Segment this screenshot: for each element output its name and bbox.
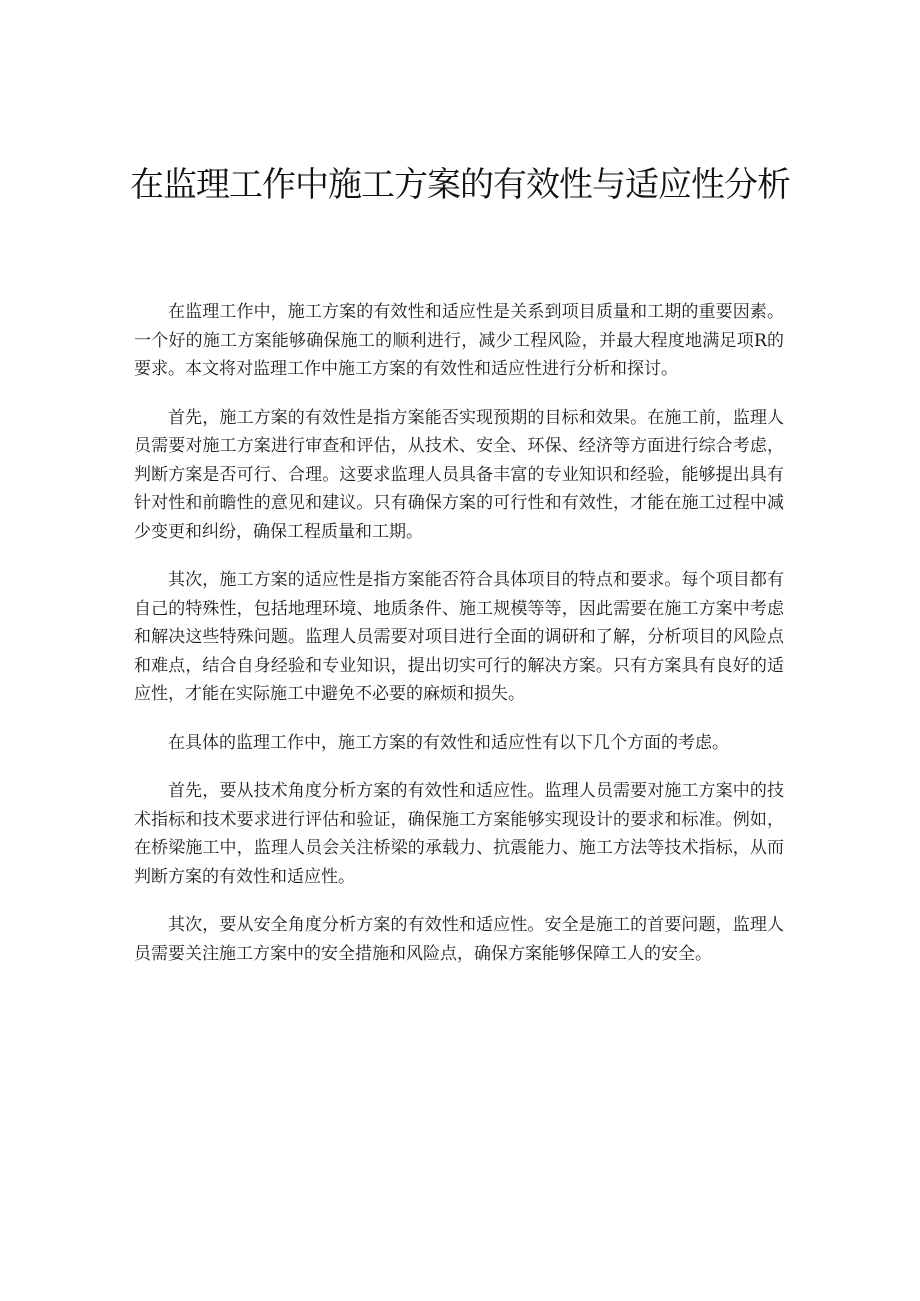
paragraph-intro: 在监理工作中，施工方案的有效性和适应性是关系到项目质量和工期的重要因素。一个好的施工方案能够确保施工的顺利进行，减少工程风险，并最大程度地满足项R的要求。本文将对监理工作中施工方案的有效性和适应性进行分析和探讨。 (134, 302, 784, 379)
paragraph-effectiveness: 首先，施工方案的有效性是指方案能否实现预期的目标和效果。在施工前，监理人员需要对施工方案进行审查和评估，从技术、安全、环保、经济等方面进行综合考虑，判断方案是否可行、合理。这要求监理人员具备丰富的专业知识和经验，能够提出具有针对性和前瞻性的意见和建议。只有确保方案的可行性和有效性，才能在施工过程中减少变更和纠纷，确保工程质量和工期。 (134, 407, 784, 542)
document-body (134, 298, 784, 988)
paragraph-considerations: 在具体的监理工作中，施工方案的有效性和适应性有以下几个方面的考虑。 (168, 732, 729, 753)
paragraph-adaptability: 其次，施工方案的适应性是指方案能否符合具体项目的特点和要求。每个项目都有自己的特殊性，包括地理环境、地质条件、施工规模等等，因此需要在施工方案中考虑和解决这些特殊问题。监理人员需要对项目进行全面的调研和了解，分析项目的风险点和难点，结合自身经验和专业知识，提出切实可行的解决方案。只有方案具有良好的适应性，才能在实际施工中避免不必要的麻烦和损失。 (134, 570, 784, 704)
document-title: 在监理工作中施工方案的有效性与适应性分析 (130, 165, 790, 205)
paragraph-safety: 其次，要从安全角度分析方案的有效性和适应性。安全是施工的首要问题，监理人员需要关注施工方案中的安全措施和风险点，确保方案能够保障工人的安全。 (134, 915, 784, 964)
paragraph-technical: 首先，要从技术角度分析方案的有效性和适应性。监理人员需要对施工方案中的技术指标和技术要求进行评估和验证，确保施工方案能够实现设计的要求和标准。例如，在桥梁施工中，监理人员会关注桥梁的承载力、抗震能力、施工方法等技术指标，从而判断方案的有效性和适应性。 (134, 781, 784, 887)
